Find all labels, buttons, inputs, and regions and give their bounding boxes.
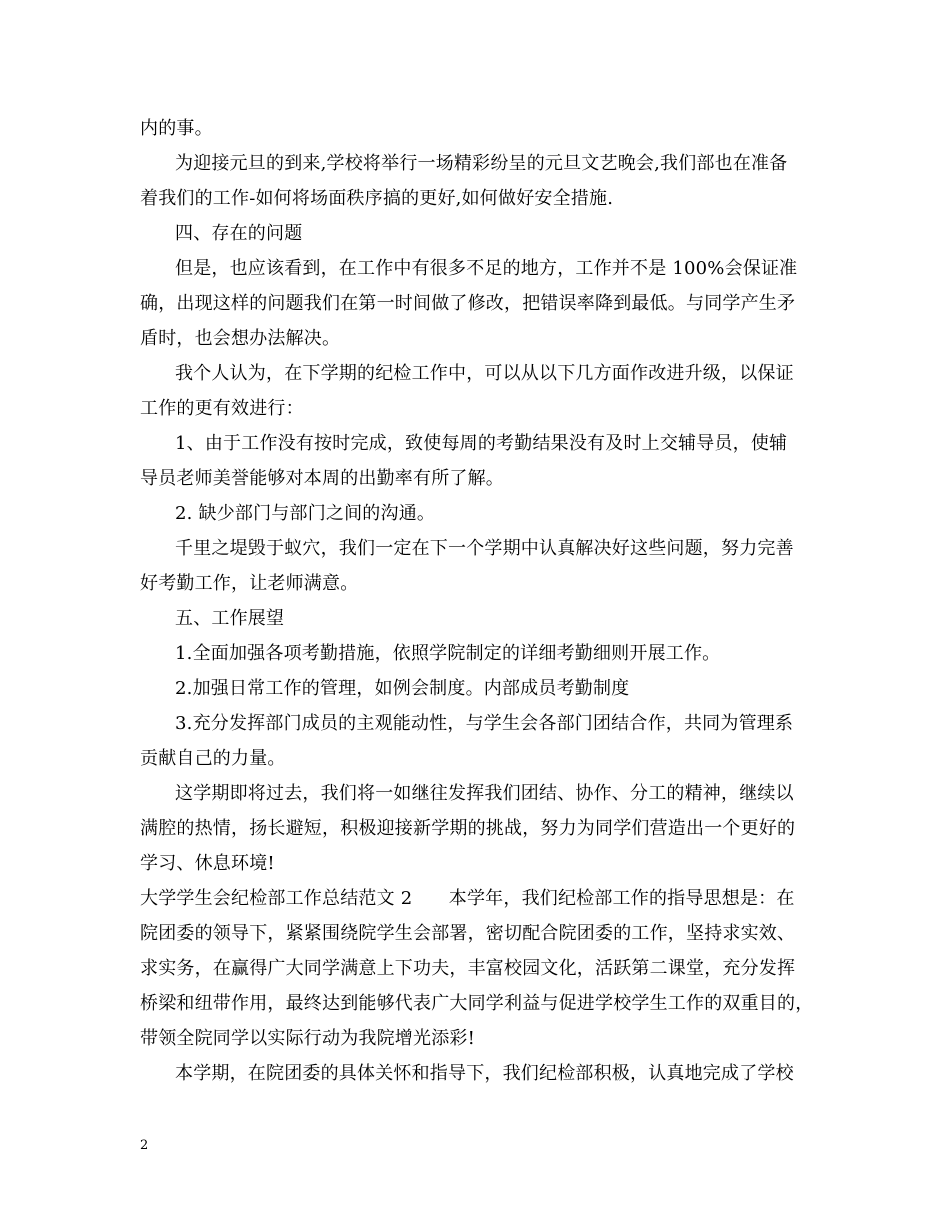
text-line: 这学期即将过去，我们将一如继往发挥我们团结、协作、分工的精神，继续以 <box>175 783 794 804</box>
text-line: 学习、休息环境! <box>140 853 275 874</box>
text-line: 桥梁和纽带作用，最终达到能够代表广大同学利益与促进学校学生工作的双重目的， <box>140 993 814 1014</box>
text-line: 工作的更有效进行： <box>140 398 304 419</box>
text-line: 为迎接元旦的到来,学校将举行一场精彩纷呈的元旦文艺晚会,我们部也在准备 <box>175 153 788 174</box>
text-line: 盾时，也会想办法解决。 <box>140 328 341 349</box>
text-line: 3.充分发挥部门成员的主观能动性，与学生会各部门团结合作，共同为管理系 <box>175 713 794 734</box>
text-line: 贡献自己的力量。 <box>140 748 286 769</box>
section-heading: 四、存在的问题 <box>175 223 303 244</box>
text-line: 本学期，在院团委的具体关怀和指导下，我们纪检部积极，认真地完成了学校 <box>175 1063 794 1084</box>
text-line: 满腔的热情，扬长避短，积极迎接新学期的挑战，努力为同学们营造出一个更好的 <box>140 818 796 839</box>
text-line: 确，出现这样的问题我们在第一时间做了修改，把错误率降到最低。与同学产生矛 <box>140 293 796 314</box>
page-number: 2 <box>140 1138 149 1153</box>
text-line: 带领全院同学以实际行动为我院增光添彩! <box>140 1028 476 1049</box>
section-heading: 五、工作展望 <box>175 608 285 629</box>
text-line: 求实务，在赢得广大同学满意上下功夫，丰富校园文化，活跃第二课堂，充分发挥 <box>140 958 796 979</box>
text-line: 1、由于工作没有按时完成，致使每周的考勤结果没有及时上交辅导员，使辅 <box>175 433 788 454</box>
text-line: 导员老师美誉能够对本周的出勤率有所了解。 <box>140 468 504 489</box>
text-line: 大学学生会纪检部工作总结范文 2 本学年，我们纪检部工作的指导思想是：在 <box>140 888 795 909</box>
text-line: 2.加强日常工作的管理，如例会制度。内部成员考勤制度 <box>175 678 630 699</box>
text-line: 2. 缺少部门与部门之间的沟通。 <box>175 503 436 524</box>
text-line: 内的事。 <box>140 118 213 139</box>
text-line: 1.全面加强各项考勤措施，依照学院制定的详细考勤细则开展工作。 <box>175 643 721 664</box>
text-line: 我个人认为，在下学期的纪检工作中，可以从以下几方面作改进升级，以保证 <box>175 363 794 384</box>
text-line: 好考勤工作，让老师满意。 <box>140 573 359 594</box>
text-line: 院团委的领导下，紧紧围绕院学生会部署，密切配合院团委的工作，坚持求实效、 <box>140 923 796 944</box>
text-line: 但是，也应该看到，在工作中有很多不足的地方，工作并不是 100%会保证准 <box>175 258 798 279</box>
text-line: 千里之堤毁于蚁穴，我们一定在下一个学期中认真解决好这些问题，努力完善 <box>175 538 794 559</box>
text-line: 着我们的工作-如何将场面秩序搞的更好,如何做好安全措施. <box>140 188 614 209</box>
